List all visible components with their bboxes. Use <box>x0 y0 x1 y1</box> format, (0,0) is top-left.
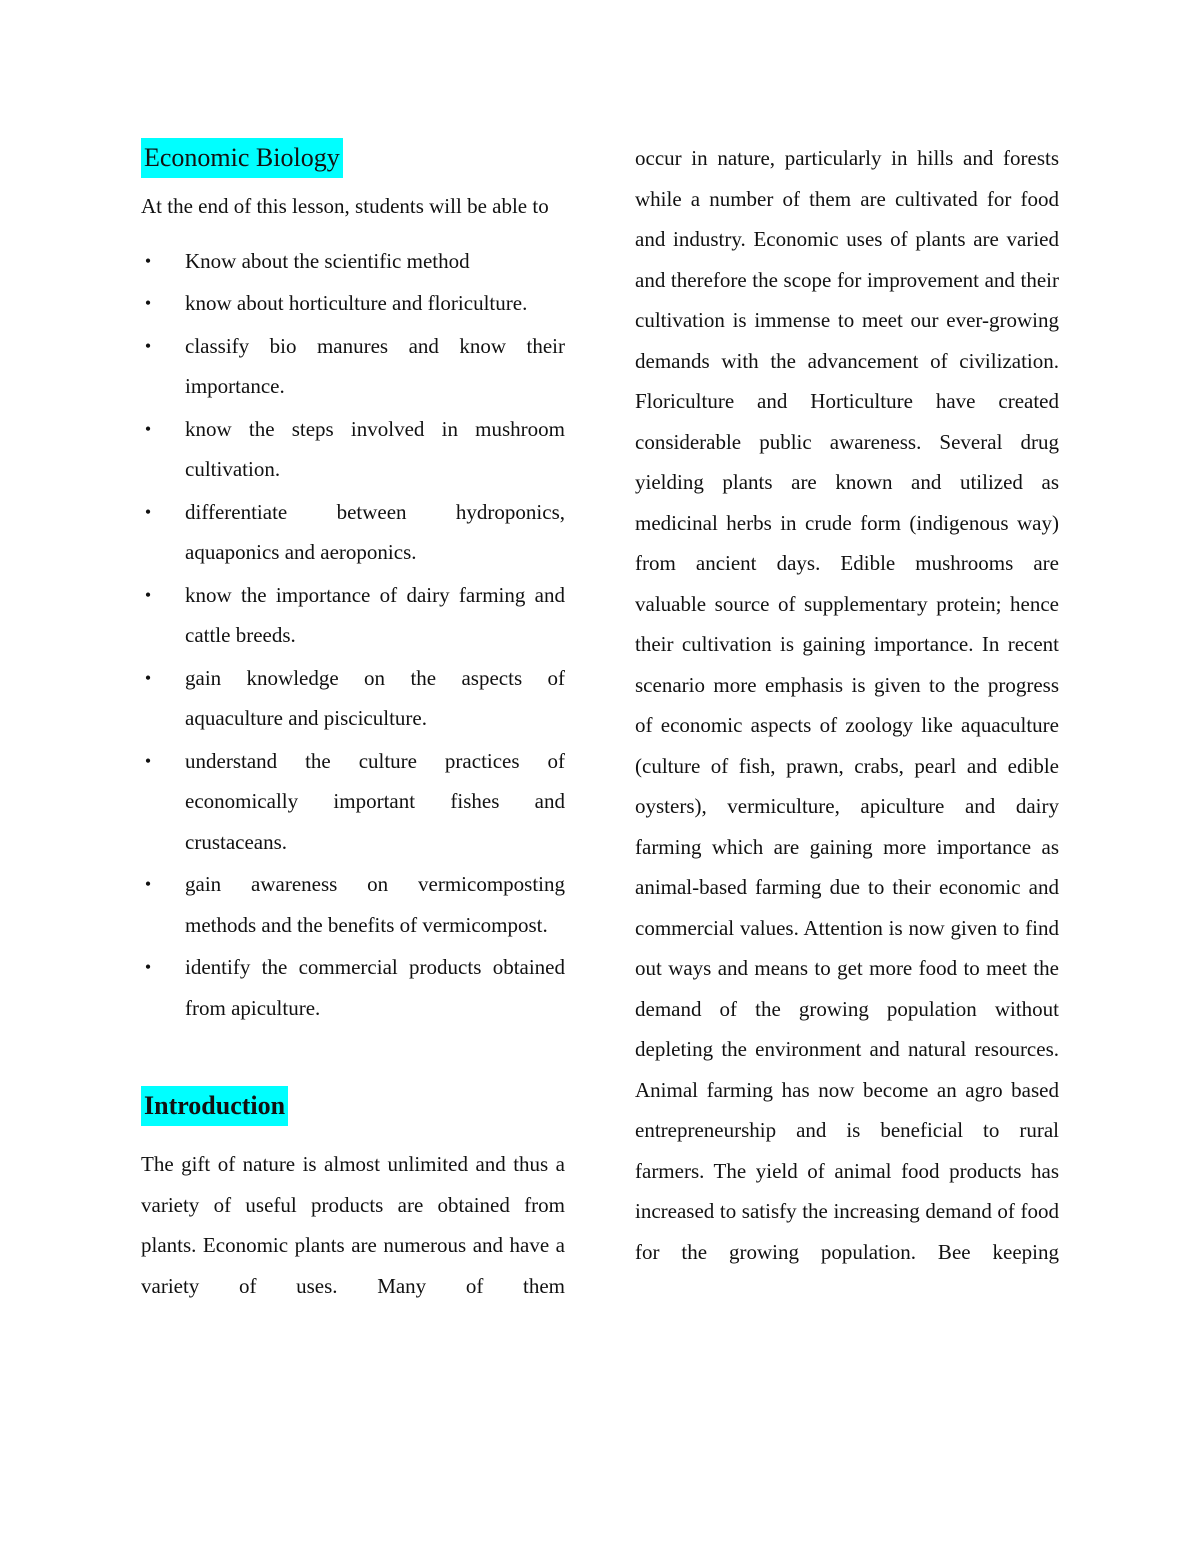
list-item: • know the importance of dairy farming and cattle breeds. <box>141 575 565 656</box>
document-title-text: Economic Biology <box>141 138 343 178</box>
bullet-icon: • <box>144 293 152 313</box>
list-item: • gain knowledge on the aspects of aquaculture and pisciculture. <box>141 658 565 739</box>
list-item: • classify bio manures and know their importance. <box>141 326 565 407</box>
document-title <box>141 138 565 178</box>
left-column <box>141 138 565 1306</box>
list-item: • gain awareness on vermicomposting methods and the benefits of vermicompost. <box>141 864 565 945</box>
right-column <box>635 138 1059 1272</box>
introduction-heading <box>141 1086 565 1126</box>
list-item: • identify the commercial products obtained from apiculture. <box>141 947 565 1028</box>
bullet-icon: • <box>144 501 152 522</box>
list-item: • know the steps involved in mushroom cultivation. <box>141 409 565 490</box>
list-item: • Know about the scientific method <box>141 241 565 282</box>
bullet-icon: • <box>144 957 152 977</box>
objectives-list <box>141 241 565 1029</box>
bullet-icon: • <box>144 250 152 271</box>
introduction-continued-paragraph: occur in nature, particularly in hills and forests while a number of them are cultivated for food and industry. Economic uses of plants are varied and therefore the scope for improvement and their cultivation is immense to meet our ever-growing demands with the advancement of civilization. Floriculture and Horticulture have created considerable public awareness. Several drug yielding plants are known and utilized as medicinal herbs in crude form (indigenous way) from ancient days. Edible mushrooms are valuable source of supplementary protein; hence their cultivation is gaining importance. In recent scenario more emphasis is given to the progress of economic aspects of zoology like aquaculture (culture of fish, prawn, crabs, pearl and edible oysters), vermiculture, apiculture and dairy farming which are gaining more importance as animal-based farming due to their economic and commercial values. Attention is now given to find out ways and means to get more food to meet the demand of the growing population without depleting the environment and natural resources. Animal farming has now become an agro based entrepreneurship and is beneficial to rural farmers. The yield of animal food products has increased to satisfy the increasing demand of food for the growing population. Bee keeping <box>635 146 1059 1264</box>
list-item: • understand the culture practices of economically important fishes and crustaceans. <box>141 741 565 863</box>
list-item: • differentiate between hydroponics, aquaponics and aeroponics. <box>141 492 565 573</box>
bullet-icon: • <box>144 750 152 771</box>
introduction-heading-text: Introduction <box>141 1086 288 1126</box>
introduction-paragraph: The gift of nature is almost unlimited and thus a variety of useful products are obtained from plants. Economic plants are numerous and have a variety of uses. Many of them <box>141 1152 565 1298</box>
lesson-lead-text: At the end of this lesson, students will be able to <box>141 194 549 218</box>
bullet-icon: • <box>144 874 152 894</box>
bullet-icon: • <box>144 667 152 688</box>
list-item: • know about horticulture and floriculture. <box>141 283 565 324</box>
bullet-icon: • <box>144 418 152 439</box>
bullet-icon: • <box>144 335 152 356</box>
bullet-icon: • <box>144 584 152 605</box>
